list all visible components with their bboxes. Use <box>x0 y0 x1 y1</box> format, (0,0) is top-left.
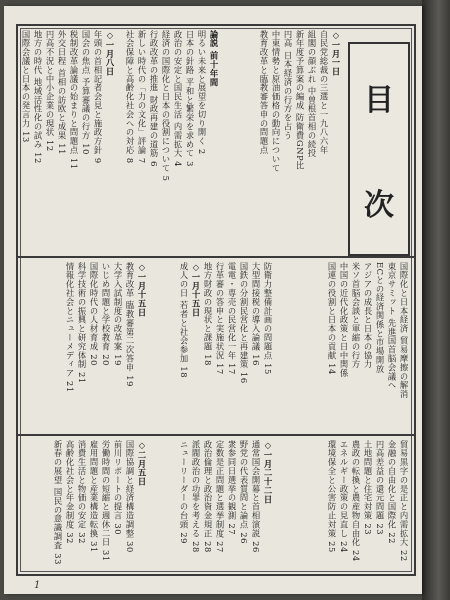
contents-block-mid-mid <box>150 262 272 432</box>
contents-block-mid-left <box>24 262 146 432</box>
contents-entry: 新春の展望 国民の意識調査 33 <box>53 440 63 566</box>
contents-entry: 組閣の顔ぶれ 中曽根首相の続投 <box>307 30 317 158</box>
contents-entry: 通常国会開幕と首相演説 26 <box>251 440 261 553</box>
contents-block-bottom-right <box>276 440 408 568</box>
date-heading: ◇一月十五日 <box>191 262 201 318</box>
contents-entry: 派閥政治の功罪を考える 28 <box>191 440 201 553</box>
contents-entry: 行革審の答申と実施状況 17 <box>215 262 225 375</box>
contents-entry: 円高差益の還元問題 23 <box>375 440 385 536</box>
contents-entry: エネルギー政策の見直し 24 <box>339 440 349 553</box>
row-divider <box>18 256 414 258</box>
contents-entry: 野党の代表質問と論点 26 <box>239 440 249 544</box>
contents-entry: 東京サミット 先進国首脳会議へ <box>387 262 397 390</box>
page-number: 1 <box>34 580 41 591</box>
date-heading: ◇一月十五日 <box>137 262 147 318</box>
contents-entry: 国際化時代の人材育成 20 <box>89 262 99 366</box>
contents-entry: いじめ問題と学校教育 20 <box>101 262 111 366</box>
contents-entry: 農政の転換と農産物自由化 24 <box>351 440 361 562</box>
contents-entry: 定数是正問題と選挙制度 27 <box>215 440 225 553</box>
contents-entry: 教育改革と臨教審答申の問題点 <box>259 30 269 155</box>
contents-entry: 防衛力整備計画の問題点 15 <box>263 262 273 375</box>
contents-entry: 高齢化社会と年金制度 32 <box>65 440 75 544</box>
contents-entry: 税制改革論議の始まりと問題点 11 <box>69 30 79 170</box>
contents-entry: 中国の近代化政策と日中関係 <box>339 262 349 378</box>
date-heading: ◇二月五日 <box>137 440 147 487</box>
contents-entry: 日本の針路 平和と繁栄を求めて 3 <box>185 30 195 167</box>
contents-entry: 金融の自由化と国際化 22 <box>387 440 397 544</box>
contents-entry: 成人の日 若者と社会参加 18 <box>179 262 189 379</box>
contents-block-mid-right <box>276 262 408 432</box>
contents-entry: 大学入試制度の改革案 19 <box>113 262 123 366</box>
contents-entry: 国際協調と経済構造調整 30 <box>125 440 135 553</box>
contents-block-bottom-mid <box>150 440 272 568</box>
contents-entry: 環境保全と公害防止対策 25 <box>327 440 337 553</box>
table-of-contents-page <box>4 6 422 594</box>
contents-entry: 貿易黒字の是正と内需拡大 22 <box>399 440 409 562</box>
contents-title <box>348 42 410 256</box>
title-char-second: 次 <box>364 187 394 223</box>
contents-entry: 前川リポートの提言 30 <box>113 440 123 536</box>
date-heading: 論説 前十年間 <box>209 30 219 87</box>
contents-entry: 明るい未来と展望を切り開く 2 <box>197 30 207 155</box>
contents-entry: 新年度予算案の編成 防衛費GNP比 <box>295 30 305 171</box>
contents-entry: 土地問題と住宅対策 23 <box>363 440 373 536</box>
contents-entry: 科学技術の振興と研究体制 21 <box>77 262 87 384</box>
contents-block-top-left <box>21 30 115 250</box>
contents-block-top-mid <box>116 30 218 250</box>
row-divider <box>18 434 414 436</box>
contents-entry: アジアの成長と日本の協力 <box>363 262 373 369</box>
book-binding <box>422 0 450 600</box>
contents-entry: 国会の焦点 予算審議の行方 10 <box>81 30 91 156</box>
contents-entry: 大型間接税の導入論議 16 <box>251 262 261 366</box>
contents-entry: 衆参同日選挙の観測 27 <box>227 440 237 536</box>
contents-entry: 国連の役割と日本の貢献 14 <box>327 262 337 375</box>
contents-entry: 地方の時代 地域活性化の試み 12 <box>33 30 43 164</box>
contents-entry: 円高不況と中小企業の現状 12 <box>45 30 55 152</box>
title-char-first: 目 <box>364 82 394 118</box>
contents-entry: 電電・専売の民営化一年 17 <box>227 262 237 375</box>
contents-entry: 国際化と日本経済 貿易摩擦の解消 <box>399 262 409 399</box>
contents-entry: 経済の国際化と日本の役割について 5 <box>161 30 171 182</box>
contents-entry: 政治倫理と政治資金規正 28 <box>203 440 213 553</box>
contents-entry: 国鉄の分割民営化と再建策 16 <box>239 262 249 384</box>
date-heading: ◇一月八日 <box>105 30 115 77</box>
contents-entry: 雇用問題と産業構造転換 31 <box>89 440 99 553</box>
contents-entry: 自民党総裁の三選と一九八六年 <box>319 30 329 155</box>
contents-entry: 地方財政の現状と課題 18 <box>203 262 213 366</box>
contents-entry: 労働時間の短縮と週休二日 31 <box>101 440 111 562</box>
contents-entry: 消費生活と物価の安定 32 <box>77 440 87 544</box>
date-heading: ◇一月二十二日 <box>263 440 273 504</box>
contents-entry: ニューリーダーの台頭 29 <box>179 440 189 544</box>
contents-entry: 政治の安定と国民生活 内需拡大 4 <box>173 30 183 167</box>
contents-entry: 年頭の首相記者会見と施政方針 9 <box>93 30 103 164</box>
date-heading: ◇一月一日 <box>331 30 341 77</box>
contents-entry: 新しい時代の「力の文化」評論 7 <box>137 30 147 164</box>
contents-entry: 円高 日本経済の行方を占う <box>283 30 293 141</box>
contents-entry: 外交日程 首相の訪欧と成果 11 <box>57 30 67 156</box>
contents-entry: 情報化社会とニューメディア 21 <box>65 262 75 393</box>
contents-entry: 行政改革の推進 財政再建の道筋 6 <box>149 30 159 167</box>
contents-entry: ECとの経済関係と市場開放 <box>375 262 385 374</box>
contents-entry: 中東情勢と原油価格の動向について <box>271 30 281 173</box>
contents-block-bottom-left <box>24 440 146 568</box>
contents-entry: 教育改革 臨教審第二次答申 19 <box>125 262 135 388</box>
contents-entry: 国際会議と日本の発言力 13 <box>21 30 31 143</box>
contents-entry: 米ソ首脳会談と軍縮の行方 <box>351 262 361 369</box>
contents-block-top-right <box>222 30 340 250</box>
contents-entry: 社会保障と高齢化社会への対応 8 <box>125 30 135 164</box>
